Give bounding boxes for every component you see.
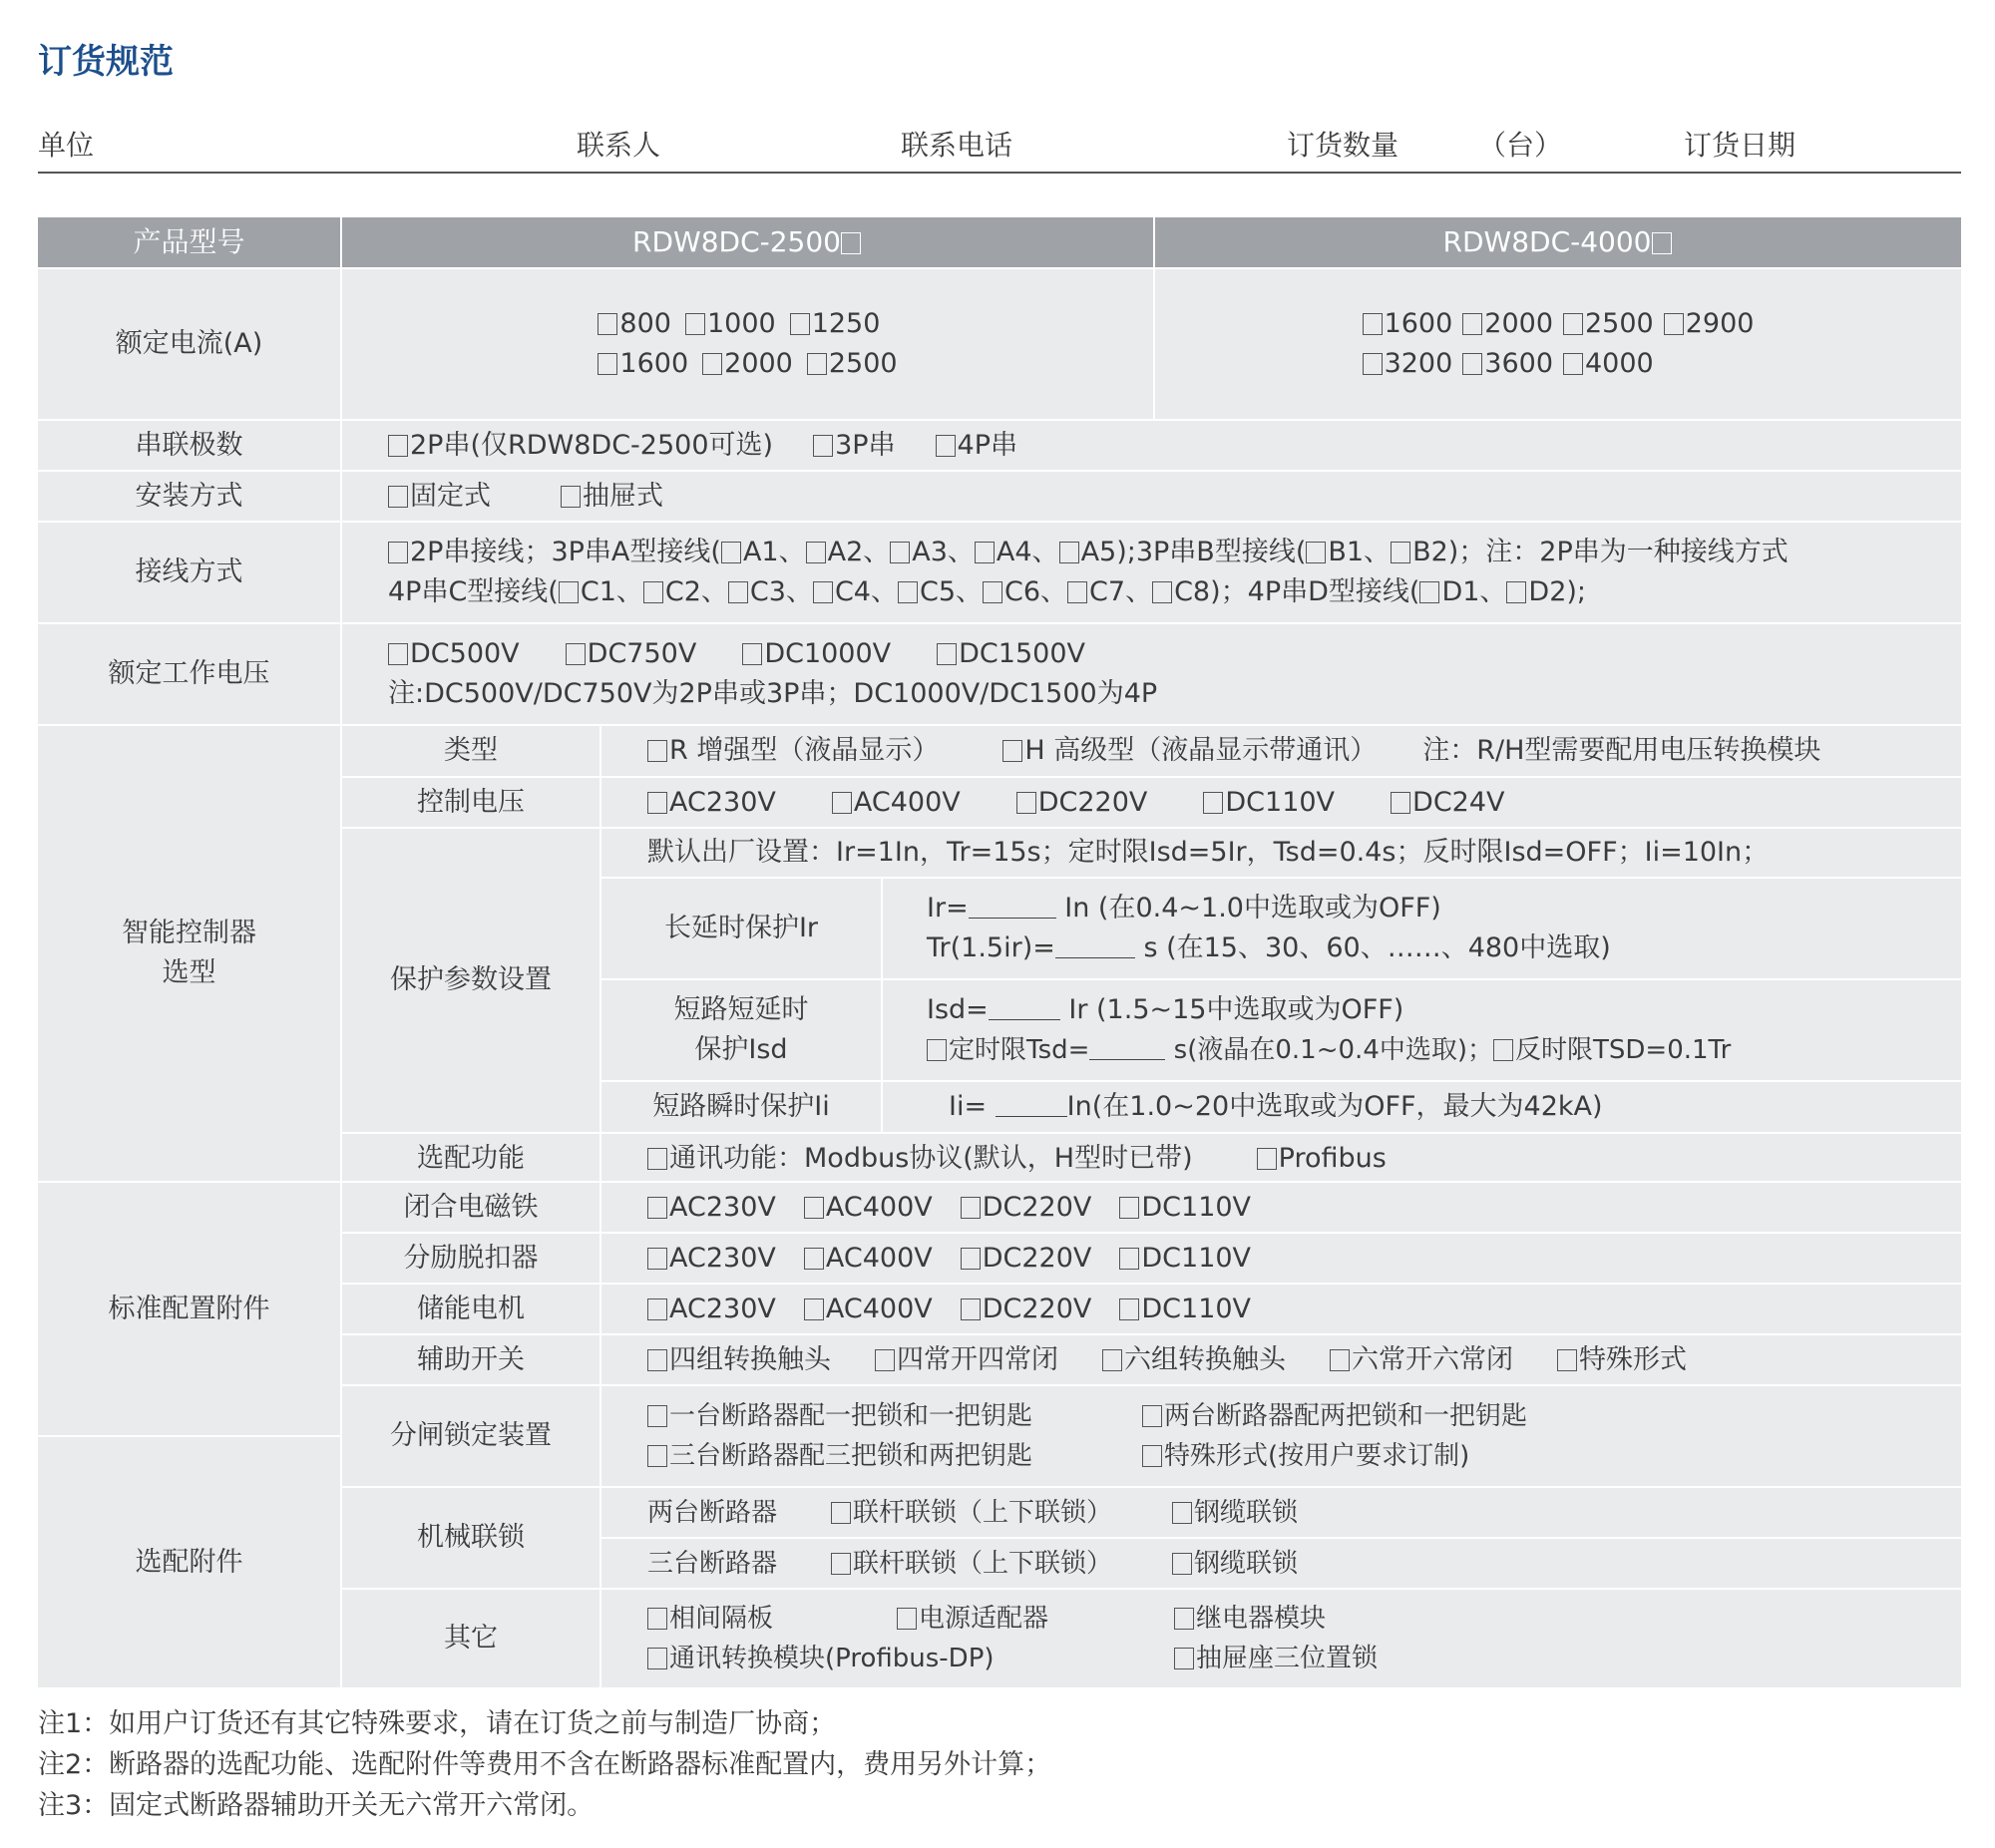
inverse-tsd-checkbox[interactable] xyxy=(1493,1039,1513,1061)
current-a-option-label: 1250 xyxy=(811,308,881,339)
page-title: 订货规范 xyxy=(38,42,174,82)
shunt-option-label: DC220V xyxy=(982,1242,1092,1274)
ctrl-voltage-option-label: AC230V xyxy=(669,786,776,818)
aux-option-label: 六组转换触头 xyxy=(1124,1343,1286,1375)
wiring-checkbox[interactable] xyxy=(983,581,1002,603)
wiring-line1 xyxy=(388,533,1789,572)
closing-checkbox[interactable] xyxy=(1119,1197,1139,1219)
ctrl-voltage-checkbox[interactable] xyxy=(1016,792,1036,814)
power-adapter-checkbox[interactable] xyxy=(897,1608,917,1630)
voltage-checkbox[interactable] xyxy=(937,643,957,665)
aux-option xyxy=(1330,1344,1513,1375)
install-option xyxy=(561,481,663,512)
ctrl-voltage-options xyxy=(647,783,1505,823)
lock-opt3-checkbox[interactable] xyxy=(647,1445,667,1467)
motor-checkbox[interactable] xyxy=(961,1298,981,1320)
long-delay-label: 长延时保护Ir xyxy=(663,913,819,943)
closing-checkbox[interactable] xyxy=(961,1197,981,1219)
current-b-option-label: 2000 xyxy=(1484,308,1553,339)
interlock-row1-cable-checkbox[interactable] xyxy=(1172,1502,1192,1524)
ctrl-voltage-option xyxy=(1203,787,1335,818)
aux-label: 辅助开关 xyxy=(417,1343,525,1375)
other-line2: 通讯转换模块(Profibus-DP) 抽屉座三位置锁 xyxy=(647,1639,1378,1678)
current-a-option xyxy=(598,348,688,379)
closing-option-label: AC400V xyxy=(825,1191,933,1223)
ctrl-voltage-option-label: DC220V xyxy=(1037,786,1148,818)
unit-label: 单位 xyxy=(38,129,95,162)
note-3: 注3：固定式断路器辅助开关无六常开六常闭。 xyxy=(38,1790,595,1821)
instant-ii: Ii= In(在1.0~20中选取或为OFF，最大为42kA) xyxy=(949,1091,1603,1122)
type-label: 类型 xyxy=(444,735,498,766)
contact-label: 联系人 xyxy=(577,129,661,162)
controller-type-checkbox[interactable] xyxy=(1002,740,1022,762)
closing-checkbox[interactable] xyxy=(804,1197,824,1219)
voltage-option-label: DC1500V xyxy=(959,638,1085,669)
current-b-checkbox[interactable] xyxy=(1664,313,1684,335)
aux-options xyxy=(647,1340,1687,1380)
ctrl-voltage-checkbox[interactable] xyxy=(832,792,852,814)
aux-option-label: 六常开六常闭 xyxy=(1352,1343,1513,1375)
short-delay-tsd: 定时限Tsd= s(液晶在0.1~0.4中选取)； 反时限TSD=0.1Tr xyxy=(927,1030,1731,1070)
relay-module-checkbox[interactable] xyxy=(1174,1608,1194,1630)
long-delay-tr: Tr(1.5ir)= s (在15、30、60、……、480中选取) xyxy=(927,932,1611,963)
current-a-checkbox[interactable] xyxy=(598,313,617,335)
wiring-checkbox[interactable] xyxy=(1152,581,1172,603)
voltage-option-label: DC750V xyxy=(587,638,697,669)
install-option-label: 抽屉式 xyxy=(583,480,663,512)
poles-options xyxy=(388,426,1017,466)
motor-checkbox[interactable] xyxy=(804,1298,824,1320)
poles-option xyxy=(813,430,895,461)
drawer-lock-checkbox[interactable] xyxy=(1174,1648,1194,1669)
shunt-option xyxy=(804,1243,933,1274)
current-b-option xyxy=(1462,348,1553,379)
aux-option-label: 特殊形式 xyxy=(1579,1343,1687,1375)
motor-option xyxy=(961,1294,1092,1324)
current-a-option-label: 1000 xyxy=(706,308,776,339)
install-option xyxy=(388,481,491,512)
current-b-checkbox[interactable] xyxy=(1462,313,1482,335)
poles-checkbox[interactable] xyxy=(936,435,956,457)
tr-blank[interactable] xyxy=(1055,935,1135,958)
motor-label: 储能电机 xyxy=(417,1293,525,1324)
aux-option xyxy=(1557,1344,1687,1375)
wiring-checkbox[interactable] xyxy=(643,581,663,603)
closing-option xyxy=(804,1192,933,1223)
modbus-checkbox[interactable] xyxy=(647,1148,667,1170)
voltage-option xyxy=(742,638,891,669)
current-b-option xyxy=(1664,308,1755,339)
install-checkbox[interactable] xyxy=(561,486,581,508)
current-a-option xyxy=(807,348,898,379)
poles-label: 串联极数 xyxy=(135,429,243,461)
model-b-checkbox[interactable] xyxy=(1652,232,1672,254)
wiring-text: C6、 xyxy=(1004,576,1068,607)
order-spec-table xyxy=(38,217,1961,1687)
wiring-checkbox[interactable] xyxy=(898,581,918,603)
lock-line2: 三台断路器配三把锁和两把钥匙 特殊形式(按用户要求订制) xyxy=(647,1436,1527,1476)
short-delay-label: 短路短延时 保护Isd xyxy=(673,994,809,1065)
wiring-text: B1、 xyxy=(1328,537,1392,567)
controller-type-option-label: R 增强型（液晶显示） xyxy=(669,735,940,766)
ii-blank[interactable] xyxy=(996,1094,1067,1117)
wiring-checkbox[interactable] xyxy=(388,542,408,563)
wiring-text: A3、 xyxy=(912,537,975,567)
closing-option xyxy=(647,1192,776,1223)
install-option-label: 固定式 xyxy=(410,480,491,512)
aux-option xyxy=(647,1344,831,1375)
wiring-text: 2P串接线；3P串A型接线( xyxy=(410,537,721,567)
wiring-checkbox[interactable] xyxy=(1391,542,1410,563)
aux-option xyxy=(1102,1344,1286,1375)
ctrl-voltage-option xyxy=(832,787,961,818)
ctrl-voltage-option-label: AC400V xyxy=(853,786,961,818)
poles-row xyxy=(38,421,1961,472)
shunt-checkbox[interactable] xyxy=(1119,1248,1139,1270)
rated-current-b-line1 xyxy=(1363,304,1755,344)
protection-default: 默认出厂设置：Ir=1In，Tr=15s；定时限Isd=5Ir，Tsd=0.4s；反时限Isd=OFF；Ii=10In； xyxy=(647,837,1770,868)
wiring-checkbox[interactable] xyxy=(1059,542,1079,563)
note-1: 注1：如用户订货还有其它特殊要求，请在订货之前与制造厂协商； xyxy=(38,1708,837,1739)
optional-acc-label: 选配附件 xyxy=(135,1546,243,1578)
voltage-checkbox[interactable] xyxy=(388,643,408,665)
rated-current-label: 额定电流(A) xyxy=(115,328,263,359)
current-a-option-label: 1600 xyxy=(619,348,689,379)
long-delay-ir: Ir= In (在0.4~1.0中选取或为OFF) xyxy=(927,893,1441,924)
voltage-option xyxy=(566,638,697,669)
voltage-options xyxy=(388,634,1157,674)
motor-option-label: AC230V xyxy=(669,1293,776,1324)
instant-label: 短路瞬时保护Ii xyxy=(652,1091,830,1122)
lock-line1: 一台断路器配一把锁和一把钥匙 两台断路器配两把锁和一把钥匙 xyxy=(647,1396,1527,1436)
voltage-checkbox[interactable] xyxy=(742,643,762,665)
voltage-checkbox[interactable] xyxy=(566,643,586,665)
wiring-text: C3、 xyxy=(749,576,813,607)
ctrl-voltage-option-label: DC24V xyxy=(1412,786,1505,818)
shunt-option-label: DC110V xyxy=(1141,1242,1252,1274)
poles-option-label: 3P串 xyxy=(835,429,896,461)
wiring-text: C1、 xyxy=(580,576,643,607)
current-a-checkbox[interactable] xyxy=(790,313,810,335)
rated-current-row xyxy=(38,269,1961,421)
current-a-option-label: 2500 xyxy=(828,348,898,379)
tsd-blank[interactable] xyxy=(1089,1037,1165,1060)
other-line1: 相间隔板 电源适配器 继电器模块 xyxy=(647,1599,1378,1639)
rated-current-b-line2 xyxy=(1363,344,1654,384)
wiring-checkbox[interactable] xyxy=(1419,581,1439,603)
current-b-option-label: 4000 xyxy=(1585,348,1654,379)
shunt-checkbox[interactable] xyxy=(804,1248,824,1270)
voltage-note: 注:DC500V/DC750V为2P串或3P串；DC1000V/DC1500为4P xyxy=(388,678,1158,709)
motor-option xyxy=(647,1294,776,1324)
closing-options xyxy=(647,1188,1251,1228)
protection-label: 保护参数设置 xyxy=(390,964,552,995)
model-header-row xyxy=(38,217,1961,269)
aux-checkbox[interactable] xyxy=(1330,1349,1350,1371)
footnotes xyxy=(38,1703,1051,1826)
qty-label: 订货数量 xyxy=(1287,129,1399,162)
wiring-checkbox[interactable] xyxy=(813,581,833,603)
current-b-option xyxy=(1563,308,1654,339)
current-a-checkbox[interactable] xyxy=(702,353,722,375)
wiring-text: C5、 xyxy=(919,576,984,607)
rated-current-a-line1 xyxy=(598,304,880,344)
lock-opt2-checkbox[interactable] xyxy=(1142,1405,1162,1427)
current-b-checkbox[interactable] xyxy=(1363,353,1383,375)
comm-module-checkbox[interactable] xyxy=(647,1648,667,1669)
aux-checkbox[interactable] xyxy=(875,1349,895,1371)
ctrl-voltage-option xyxy=(1016,787,1148,818)
aux-option-label: 四组转换触头 xyxy=(669,1343,831,1375)
shunt-option xyxy=(961,1243,1092,1274)
closing-option-label: DC220V xyxy=(982,1191,1092,1223)
motor-option-label: DC110V xyxy=(1141,1293,1252,1324)
wiring-text: A1、 xyxy=(742,537,806,567)
current-b-option xyxy=(1563,348,1654,379)
wiring-text: C7、 xyxy=(1089,576,1153,607)
current-a-option xyxy=(685,308,776,339)
motor-option xyxy=(804,1294,933,1324)
lock-label: 分闸锁定装置 xyxy=(390,1420,552,1451)
voltage-row xyxy=(38,624,1961,726)
current-a-option xyxy=(790,308,881,339)
install-label: 安装方式 xyxy=(135,480,243,512)
phone-label: 联系电话 xyxy=(901,129,1013,162)
wiring-checkbox[interactable] xyxy=(975,542,995,563)
shunt-checkbox[interactable] xyxy=(647,1248,667,1270)
current-b-checkbox[interactable] xyxy=(1563,353,1583,375)
closing-option-label: DC110V xyxy=(1141,1191,1252,1223)
interlock-row1: 两台断路器 联杆联锁（上下联锁） 钢缆联锁 xyxy=(647,1497,1299,1528)
motor-option-label: AC400V xyxy=(825,1293,933,1324)
phase-barrier-checkbox[interactable] xyxy=(647,1608,667,1630)
isd-blank[interactable] xyxy=(989,997,1060,1020)
ctrl-voltage-checkbox[interactable] xyxy=(1203,792,1223,814)
install-row xyxy=(38,472,1961,523)
controller-type-option-label: H 高级型（液晶显示带通讯） xyxy=(1024,735,1378,766)
shunt-option xyxy=(647,1243,776,1274)
wiring-text: B2)；注：2P串为一种接线方式 xyxy=(1412,537,1789,567)
interlock-row2-rod-checkbox[interactable] xyxy=(831,1553,851,1575)
wiring-text: C8)；4P串D型接线( xyxy=(1174,576,1420,607)
wiring-checkbox[interactable] xyxy=(890,542,910,563)
current-a-option-label: 800 xyxy=(619,308,671,339)
wiring-row xyxy=(38,523,1961,624)
wiring-checkbox[interactable] xyxy=(1306,542,1326,563)
controller-type-checkbox[interactable] xyxy=(647,740,667,762)
wiring-checkbox[interactable] xyxy=(806,542,826,563)
controller-type-option xyxy=(1002,735,1377,766)
closing-option xyxy=(961,1192,1092,1223)
wiring-text: D2); xyxy=(1528,576,1587,607)
controller-label: 智能控制器 选型 xyxy=(122,918,256,988)
current-a-option xyxy=(598,308,671,339)
header-divider xyxy=(38,172,1961,174)
install-options xyxy=(388,477,663,517)
aux-option-label: 四常开四常闭 xyxy=(897,1343,1058,1375)
ctrl-voltage-option-label: DC110V xyxy=(1225,786,1336,818)
wiring-checkbox[interactable] xyxy=(559,581,579,603)
model-b: RDW8DC-4000 xyxy=(1443,222,1674,262)
wiring-text: A4、 xyxy=(996,537,1059,567)
wiring-text: D1、 xyxy=(1441,576,1507,607)
poles-checkbox[interactable] xyxy=(388,435,408,457)
type-options xyxy=(647,731,1820,771)
poles-checkbox[interactable] xyxy=(813,435,833,457)
current-b-option xyxy=(1363,348,1453,379)
tsd-checkbox[interactable] xyxy=(927,1039,947,1061)
motor-option xyxy=(1119,1294,1251,1324)
wiring-text: 4P串C型接线( xyxy=(388,576,559,607)
lock-opt4-checkbox[interactable] xyxy=(1142,1445,1162,1467)
controller-block xyxy=(38,726,1961,1183)
shunt-option-label: AC230V xyxy=(669,1242,776,1274)
shunt-option xyxy=(1119,1243,1251,1274)
other-label: 其它 xyxy=(444,1623,498,1654)
current-b-option-label: 1600 xyxy=(1384,308,1453,339)
wiring-line2 xyxy=(388,572,1789,612)
poles-option-label: 4P串 xyxy=(957,429,1017,461)
interlock-label: 机械联锁 xyxy=(417,1522,525,1553)
optional-func-options: 通讯功能：Modbus协议(默认，H型时已带) Profibus xyxy=(647,1139,1387,1179)
wiring-text: A2、 xyxy=(827,537,891,567)
current-b-checkbox[interactable] xyxy=(1363,313,1383,335)
wiring-text: A5);3P串B型接线( xyxy=(1080,537,1307,567)
current-b-option-label: 3200 xyxy=(1384,348,1453,379)
rated-current-a-line2 xyxy=(598,344,897,384)
ir-blank[interactable] xyxy=(969,896,1056,919)
ctrl-voltage-option xyxy=(647,787,776,818)
closing-option xyxy=(1119,1192,1251,1223)
shunt-checkbox[interactable] xyxy=(961,1248,981,1270)
shunt-label: 分励脱扣器 xyxy=(403,1242,539,1274)
interlock-row2: 三台断路器 联杆联锁（上下联锁） 钢缆联锁 xyxy=(647,1548,1299,1579)
wiring-checkbox[interactable] xyxy=(1067,581,1087,603)
note-2: 注2：断路器的选配功能、选配附件等费用不含在断路器标准配置内，费用另外计算； xyxy=(38,1749,1052,1780)
aux-checkbox[interactable] xyxy=(647,1349,667,1371)
ctrl-voltage-label: 控制电压 xyxy=(417,786,525,818)
aux-option xyxy=(875,1344,1058,1375)
voltage-option xyxy=(388,638,520,669)
model-a-checkbox[interactable] xyxy=(841,232,861,254)
date-label: 订货日期 xyxy=(1684,129,1796,162)
controller-type-option xyxy=(647,735,939,766)
voltage-option-label: DC1000V xyxy=(764,638,892,669)
ctrl-voltage-checkbox[interactable] xyxy=(1391,792,1410,814)
voltage-label: 额定工作电压 xyxy=(108,658,270,689)
current-a-option xyxy=(702,348,793,379)
current-b-option-label: 2900 xyxy=(1685,308,1755,339)
wiring-checkbox[interactable] xyxy=(721,542,741,563)
current-b-option xyxy=(1462,308,1553,339)
accessories-block xyxy=(38,1183,1961,1687)
model-a: RDW8DC-2500 xyxy=(632,222,863,262)
interlock-row1-rod-checkbox[interactable] xyxy=(831,1502,851,1524)
qty-unit-label: （台） xyxy=(1478,129,1563,162)
closing-option-label: AC230V xyxy=(669,1191,776,1223)
profibus-checkbox[interactable] xyxy=(1257,1148,1277,1170)
wiring-label: 接线方式 xyxy=(135,556,243,587)
aux-checkbox[interactable] xyxy=(1102,1349,1122,1371)
current-a-checkbox[interactable] xyxy=(807,353,827,375)
current-a-checkbox[interactable] xyxy=(598,353,617,375)
poles-option xyxy=(388,430,773,461)
motor-options xyxy=(647,1290,1251,1329)
current-b-checkbox[interactable] xyxy=(1462,353,1482,375)
motor-checkbox[interactable] xyxy=(1119,1298,1139,1320)
poles-option xyxy=(936,430,1017,461)
current-b-option-label: 3600 xyxy=(1484,348,1553,379)
closing-label: 闭合电磁铁 xyxy=(403,1191,539,1223)
shunt-options xyxy=(647,1239,1251,1279)
voltage-option xyxy=(937,638,1085,669)
install-checkbox[interactable] xyxy=(388,486,408,508)
lock-opt1-checkbox[interactable] xyxy=(647,1405,667,1427)
wiring-checkbox[interactable] xyxy=(1506,581,1526,603)
current-b-option-label: 2500 xyxy=(1585,308,1654,339)
wiring-text: C2、 xyxy=(664,576,728,607)
poles-option-label: 2P串(仅RDW8DC-2500可选) xyxy=(410,429,774,461)
current-a-checkbox[interactable] xyxy=(685,313,705,335)
short-delay-isd: Isd= Ir (1.5~15中选取或为OFF) xyxy=(927,994,1404,1025)
current-b-option xyxy=(1363,308,1453,339)
aux-checkbox[interactable] xyxy=(1557,1349,1577,1371)
wiring-checkbox[interactable] xyxy=(728,581,748,603)
current-a-option-label: 2000 xyxy=(724,348,793,379)
voltage-option-label: DC500V xyxy=(410,638,520,669)
motor-option-label: DC220V xyxy=(982,1293,1092,1324)
motor-checkbox[interactable] xyxy=(647,1298,667,1320)
shunt-option-label: AC400V xyxy=(825,1242,933,1274)
model-label: 产品型号 xyxy=(133,225,245,258)
optional-func-label: 选配功能 xyxy=(417,1142,525,1174)
type-note: 注：R/H型需要配用电压转换模块 xyxy=(1422,735,1821,766)
standard-acc-label: 标准配置附件 xyxy=(108,1293,270,1324)
wiring-text: C4、 xyxy=(834,576,898,607)
ctrl-voltage-option xyxy=(1391,787,1504,818)
closing-checkbox[interactable] xyxy=(647,1197,667,1219)
current-b-checkbox[interactable] xyxy=(1563,313,1583,335)
interlock-row2-cable-checkbox[interactable] xyxy=(1172,1553,1192,1575)
ctrl-voltage-checkbox[interactable] xyxy=(647,792,667,814)
